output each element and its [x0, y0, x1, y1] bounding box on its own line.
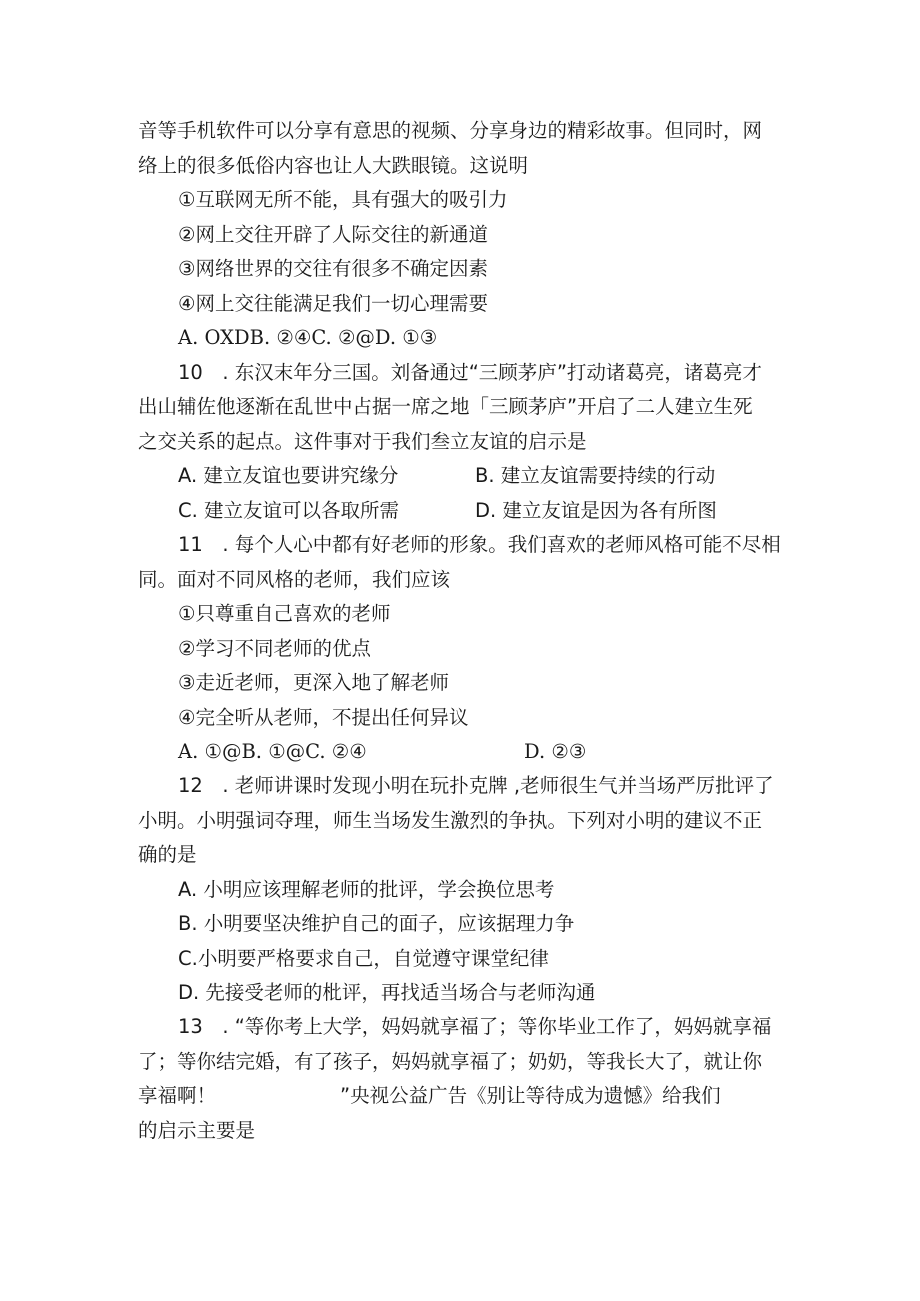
q12-option-a: A. 小明应该理解老师的批评，学会换位思考 [178, 878, 555, 901]
q9-item-1: ①互联网无所不能，具有强大的吸引力 [178, 188, 508, 211]
q10-option-d: D. 建立友谊是因为各有所图 [475, 499, 717, 522]
q10-options-row-2 [178, 498, 717, 524]
q13-stem-line-3-part-2: ”央视公益广告《别让等待成为遗憾》给我们 [340, 1084, 721, 1107]
q11-options-row [178, 739, 587, 765]
q10-options-row-1 [178, 463, 716, 489]
q12-stem-line-1: 12 . 老师讲课时发现小明在玩扑克牌 ,老师很生气并当场严厉批评了 [178, 774, 774, 797]
q13-stem-line-2: 了；等你结完婚，有了孩子，妈妈就享福了；奶奶，等我长大了，就让你 [138, 1050, 763, 1073]
q9-item-2: ②网上交往开辟了人际交往的新通道 [178, 223, 488, 246]
q12-option-c: C.小明要严格要求自己，自觉遵守课堂纪律 [178, 947, 549, 970]
q10-option-b: B. 建立友谊需要持续的行动 [475, 464, 716, 487]
q10-stem-line-3: 之交关系的起点。这件事对于我们叁立友谊的启示是 [138, 430, 587, 453]
q13-stem-line-3-part-1: 享福啊！ [138, 1084, 217, 1107]
q10-stem-line-1: 10 . 东汉末年分三国。刘备通过“三顾茅庐”打动诸葛亮，诸葛亮才 [178, 361, 762, 384]
q11-stem-line-2: 同。面对不同风格的老师，我们应该 [138, 568, 451, 591]
q9-stem-line-2: 络上的很多低俗内容也让人大跌眼镜。这说明 [138, 154, 529, 177]
q11-options-abc: A. ①@B. ①@C. ②④ [178, 740, 367, 763]
q13-stem-line-1: 13 . “等你考上大学，妈妈就享福了；等你毕业工作了，妈妈就享福 [178, 1015, 772, 1038]
q12-option-d: D. 先接受老师的枇评，再找适当场合与老师沟通 [178, 981, 596, 1004]
q10-option-c: C. 建立友谊可以各取所需 [178, 499, 400, 522]
q9-item-3: ③网络世界的交往有很多不确定因素 [178, 257, 488, 280]
q10-stem-line-2: 出山辅佐他逐渐在乱世中占据一席之地「三顾茅庐”开启了二人建立生死 [138, 395, 753, 418]
q11-item-3: ③走近老师，更深入地了解老师 [178, 671, 449, 694]
q12-stem-line-3: 确的是 [138, 843, 197, 866]
q11-option-d: D. ②③ [524, 740, 587, 763]
q12-option-b: B. 小明要坚决维护自己的面子，应该据理力争 [178, 912, 575, 935]
q9-stem-line-1: 音等手机软件可以分享有意思的视频、分享身边的精彩故事。但同时，网 [138, 119, 763, 142]
q11-item-1: ①只尊重自己喜欢的老师 [178, 602, 391, 625]
q9-options: A. OXDB. ②④C. ②@D. ①③ [178, 326, 438, 349]
q12-stem-line-2: 小明。小明强词夺理，师生当场发生激烈的争执。下列对小明的建议不正 [138, 809, 763, 832]
q9-item-4: ④网上交往能满足我们一切心理需要 [178, 292, 488, 315]
q13-stem-line-4: 的启示主要是 [138, 1119, 256, 1142]
q10-option-a: A. 建立友谊也要讲究缘分 [178, 464, 399, 487]
q11-stem-line-1: 11 . 每个人心中都有好老师的形象。我们喜欢的老师风格可能不尽相 [178, 533, 781, 556]
q11-item-2: ②学习不同老师的优点 [178, 637, 371, 660]
q13-stem-line-3 [138, 1083, 721, 1109]
q11-item-4: ④完全听从老师，不提出任何异议 [178, 706, 469, 729]
